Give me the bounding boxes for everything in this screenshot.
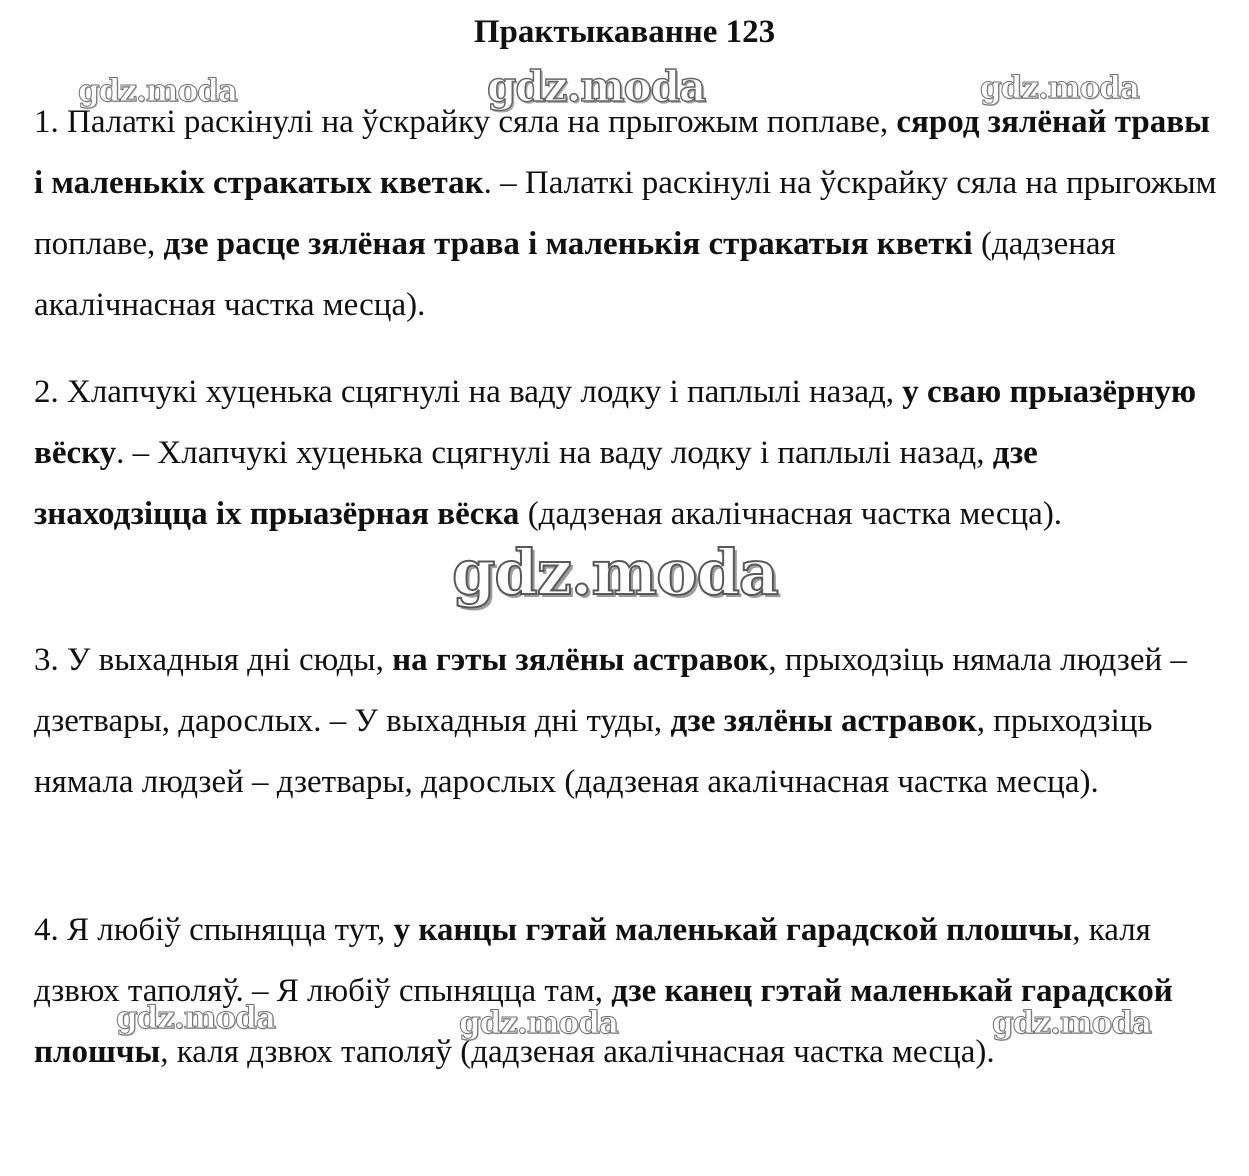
text-segment: , каля дзвюх таполяў. – Я любіў спыняцца там, [34,912,1151,1009]
text-segment: (дадзеная акалічнасная частка месца). [34,226,1116,323]
paragraph-4 [34,900,1219,1083]
watermark: gdz.moda [452,536,778,609]
text-segment: (дадзеная акалічнасная частка месца). [519,496,1063,532]
watermark: gdz.moda [487,62,706,111]
text-segment: . – Палаткі раскінулі на ўскрайку сяла на прыгожым поплаве, [34,165,1217,262]
text-segment: 4. Я любіў спыняцца тут, [34,912,394,948]
bold-text-segment: дзе зялёны астравок [670,703,977,739]
text-segment: , прыходзіць нямала людзей – дзетвары, дарослых. – У выхадныя дні туды, [34,642,1187,739]
text-segment: 2. Хлапчукі хуценька сцягнулі на ваду лодку і паплылі назад, [34,374,903,410]
watermark: gdz.moda [78,73,237,109]
watermark: gdz.moda [980,70,1139,106]
paragraph-2 [34,362,1219,545]
text-segment: , прыходзіць нямала людзей – дзетвары, дарослых (дадзеная акалічнасная частка месца). [34,703,1153,800]
bold-text-segment: дзе знаходзіцца іх прыазёрная вёска [34,435,1038,532]
bold-text-segment: у сваю прыазёрную вёску [34,374,1197,471]
paragraph-1 [34,92,1219,336]
bold-text-segment: на гэты зялёны астравок [392,642,769,678]
text-segment: . – Хлапчукі хуценька сцягнулі на ваду лодку і паплылі назад, [116,435,993,471]
bold-text-segment: у канцы гэтай маленькай гарадской плошчы [393,912,1073,948]
bold-text-segment: сярод зялёнай травы і маленькіх стракатых кветак [34,104,1210,201]
bold-text-segment: дзе расце зялёная трава і маленькія стракатыя кветкі [163,226,973,262]
page-title: Практыкаванне 123 [473,14,776,50]
watermark: gdz.moda [116,1000,275,1036]
watermark: gdz.moda [459,1005,618,1041]
text-segment: , каля дзвюх таполяў (дадзеная акалічнасная частка месца). [160,1034,995,1070]
text-segment: 1. Палаткі раскінулі на ўскрайку сяла на прыгожым поплаве, [34,104,897,140]
bold-text-segment: дзе канец гэтай маленькай гарадской плошчы [34,973,1173,1070]
paragraph-3 [34,630,1219,813]
text-segment: 3. У выхадныя дні сюды, [34,642,393,678]
watermark: gdz.moda [992,1005,1151,1041]
